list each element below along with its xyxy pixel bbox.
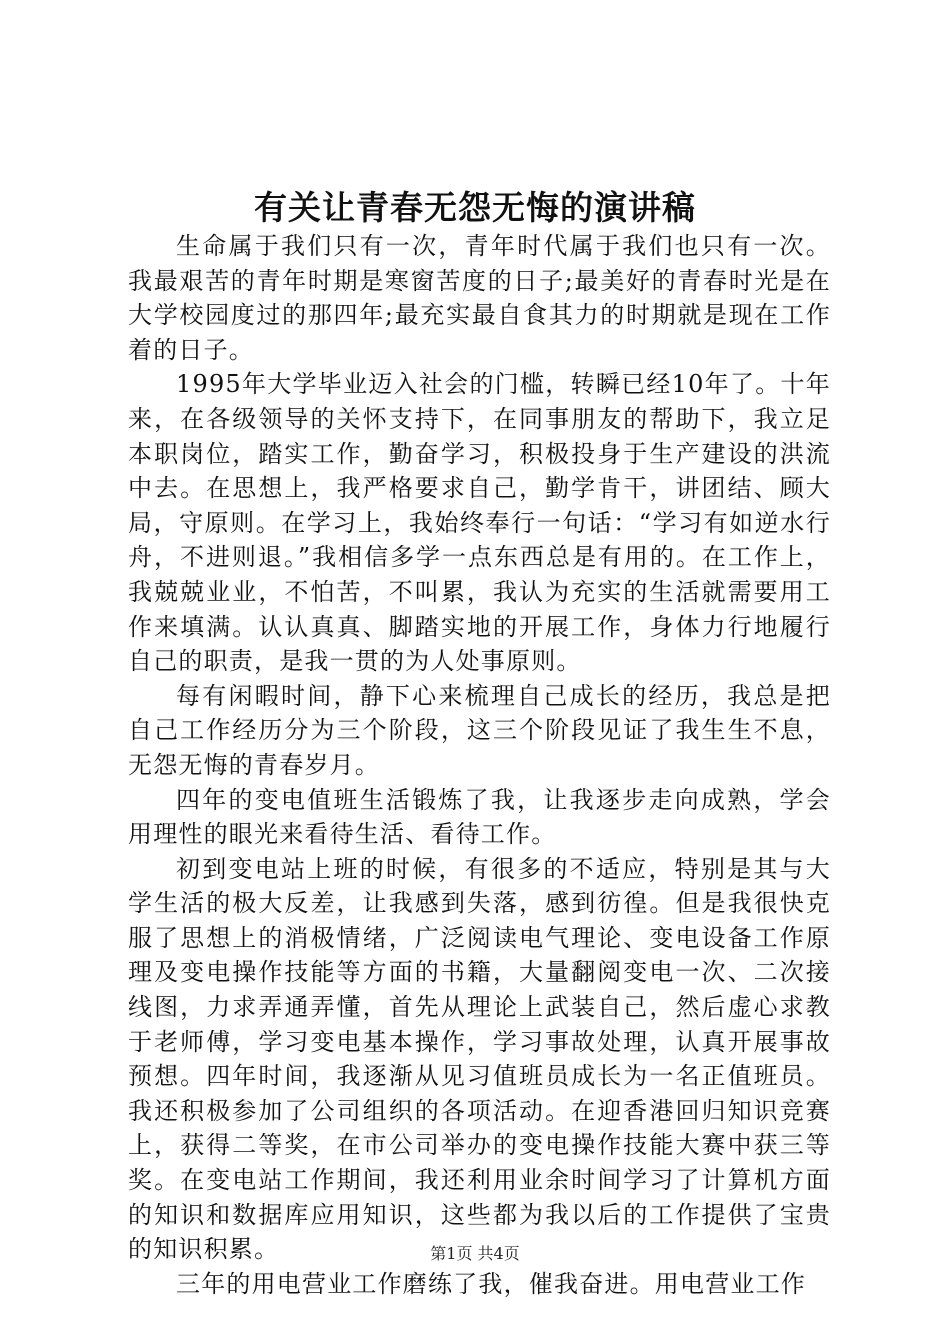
- paragraph: 四年的变电值班生活锻炼了我，让我逐步走向成熟，学会用理性的眼光来看待生活、看待工作。: [128, 785, 831, 849]
- paragraph: 生命属于我们只有一次，青年时代属于我们也只有一次。我最艰苦的青年时期是寒窗苦度的日子;最美好的青春时光是在大学校园度过的那四年;最充实最自食其力的时期就是现在工作着的日子。: [128, 232, 831, 364]
- document-title: 有关让青春无怨无悔的演讲稿: [254, 188, 696, 227]
- paragraph: 三年的用电营业工作磨练了我，催我奋进。用电营业工作: [176, 1269, 806, 1298]
- paragraph: 每有闲暇时间，静下心来梳理自己成长的经历，我总是把自己工作经历分为三个阶段，这三个阶段见证了我生生不息，无怨无悔的青春岁月。: [128, 681, 831, 779]
- page-footer: 第1页 共4页: [430, 1244, 520, 1263]
- paragraph: 初到变电站上班的时候，有很多的不适应，特别是其与大学生活的极大反差，让我感到失落，感到彷徨。但是我很快克服了思想上的消极情绪，广泛阅读电气理论、变电设备工作原理及变电操作技能等方面的书籍，大量翻阅变电一次、二次接线图，力求弄通弄懂，首先从理论上武装自己，然后虚心求教于老师傅，学习变电基本操作，学习事故处理，认真开展事故预想。四年时间，我逐渐从见习值班员成长为一名正值班员。我还积极参加了公司组织的各项活动。在迎香港回归知识竞赛上，获得二等奖，在市公司举办的变电操作技能大赛中获三等奖。在变电站工作期间，我还利用业余时间学习了计算机方面的知识和数据库应用知识，这些都为我以后的工作提供了宝贵的知识积累。: [128, 854, 831, 1264]
- document-body: [128, 229, 831, 1301]
- paragraph: 1995年大学毕业迈入社会的门槛，转瞬已经10年了。十年来，在各级领导的关怀支持下，在同事朋友的帮助下，我立足本职岗位，踏实工作，勤奋学习，积极投身于生产建设的洪流中去。在思想上，我严格要求自己，勤学肯干，讲团结、顾大局，守原则。在学习上，我始终奉行一句话：“学习有如逆水行舟，不进则退。”我相信多学一点东西总是有用的。在工作上，我兢兢业业，不怕苦，不叫累，我认为充实的生活就需要用工作来填满。认认真真、脚踏实地的开展工作，身体力行地履行自己的职责，是我一贯的为人处事原则。: [128, 370, 831, 676]
